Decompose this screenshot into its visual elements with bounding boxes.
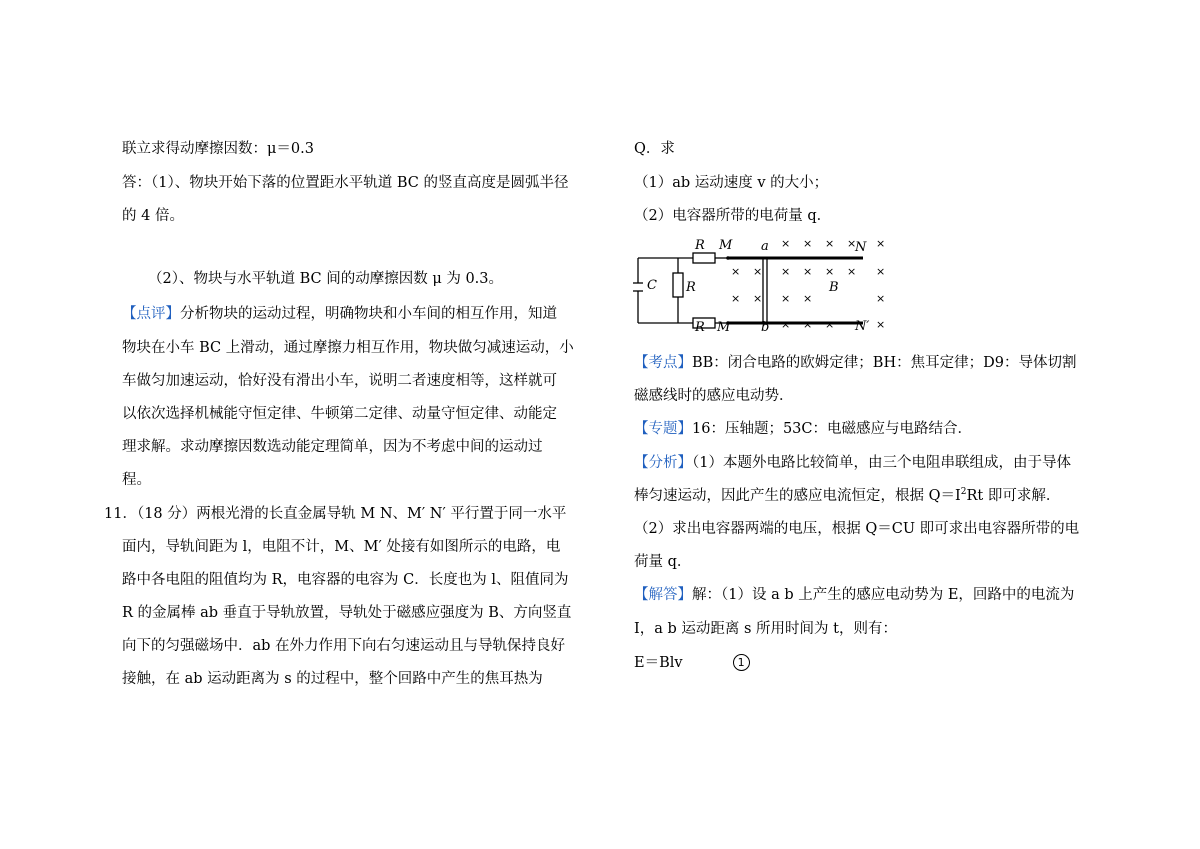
fenxi-line	[634, 451, 1071, 472]
field-cross: ×	[876, 265, 886, 278]
superscript: 2	[960, 487, 967, 498]
label-M: M	[719, 238, 733, 253]
fenxi-text: 棒匀速运动，因此产生的感应电流恒定，根据 Q＝I	[634, 488, 961, 504]
zhuanti-tag: 【专题】	[634, 421, 692, 437]
text-line: 的 4 倍。	[122, 208, 184, 224]
field-cross: ×	[847, 265, 857, 278]
field-cross: ×	[876, 318, 886, 331]
text-line: 接触，在 ab 运动距离为 s 的过程中，整个回路中产生的焦耳热为	[122, 671, 543, 687]
text-line: （2）、物块与水平轨道 BC 间的动摩擦因数 μ 为 0.3。	[148, 271, 504, 287]
jieda-text: 解：（1）设 a b 上产生的感应电动势为 E，回路中的电流为	[692, 587, 1075, 603]
text-line: 程。	[122, 472, 151, 488]
field-cross: ×	[781, 237, 791, 250]
text-line: 以依次选择机械能守恒定律、牛顿第二定律、动量守恒定律、动能定	[122, 406, 557, 422]
fenxi-formula-line	[634, 484, 1060, 505]
text-line: 答：（1）、物块开始下落的位置距水平轨道 BC 的竖直高度是圆弧半径	[122, 175, 569, 191]
label-B: B	[829, 280, 839, 295]
text-line: 面内，导轨间距为 l，电阻不计，M、M′ 处接有如图所示的电路，电	[122, 539, 561, 555]
fenxi-text: （1）本题外电路比较简单，由三个电阻串联组成，由于导体	[692, 455, 1071, 471]
capacitor-gap	[633, 283, 643, 291]
field-cross: ×	[803, 318, 813, 331]
text-line: （2）电容器所带的电荷量 q．	[634, 208, 832, 224]
label-M-prime: M′	[717, 320, 734, 333]
text-line: （1）ab 运动速度 v 的大小；	[634, 175, 829, 191]
field-cross: ×	[825, 265, 835, 278]
resistor-top	[693, 253, 715, 263]
text-line: R 的金属棒 ab 垂直于导轨放置，导轨处于磁感应强度为 B、方向竖直	[122, 605, 572, 621]
jieda-line	[634, 583, 1074, 604]
field-cross: ×	[781, 292, 791, 305]
field-cross: ×	[803, 237, 813, 250]
field-cross: ×	[803, 265, 813, 278]
text-line: 理求解。求动摩擦因数选动能定理简单，因为不考虑中间的运动过	[122, 439, 543, 455]
text-line: I，a b 运动距离 s 所用时间为 t，则有：	[634, 621, 897, 637]
field-cross: ×	[731, 265, 741, 278]
text-line: 荷量 q．	[634, 554, 692, 570]
label-b: b	[761, 320, 770, 333]
kaodian-text: BB：闭合电路的欧姆定律；BH：焦耳定律；D9：导体切割	[692, 355, 1077, 371]
field-cross: ×	[876, 237, 886, 250]
field-cross: ×	[803, 292, 813, 305]
equation: E＝Blv	[634, 655, 683, 671]
label-R-top: R	[695, 238, 705, 253]
field-cross: ×	[753, 265, 763, 278]
equation-number: 1	[733, 654, 750, 671]
field-cross: ×	[753, 292, 763, 305]
label-C: C	[647, 278, 657, 293]
review-paragraph-line	[122, 302, 557, 323]
equation-line	[634, 651, 750, 672]
text-line: 向下的匀强磁场中．ab 在外力作用下向右匀速运动且与导轨保持良好	[122, 638, 566, 654]
label-N-prime: N′	[855, 319, 870, 333]
field-cross: ×	[847, 237, 857, 250]
field-cross: ×	[781, 265, 791, 278]
field-cross: ×	[876, 292, 886, 305]
field-cross: ×	[825, 318, 835, 331]
label-R-middle: R	[686, 280, 696, 295]
text-line: 路中各电阻的阻值均为 R，电容器的电容为 C．长度也为 l、阻值同为	[122, 572, 569, 588]
kaodian-line	[634, 351, 1076, 372]
field-cross: ×	[781, 318, 791, 331]
field-cross: ×	[825, 237, 835, 250]
question-11-line: 11．（18 分）两根光滑的长直金属导轨 M N、M′ N′ 平行置于同一水平	[104, 506, 567, 522]
label-N: N	[855, 240, 867, 255]
zhuanti-text: 16：压轴题；53C：电磁感应与电路结合．	[692, 421, 972, 437]
review-text: 分析物块的运动过程，明确物块和小车间的相互作用，知道	[180, 306, 557, 322]
zhuanti-line	[634, 417, 972, 438]
text-line: 车做匀加速运动，恰好没有滑出小车，说明二者速度相等，这样就可	[122, 373, 557, 389]
field-cross: ×	[731, 292, 741, 305]
review-tag: 【点评】	[122, 306, 180, 322]
jieda-tag: 【解答】	[634, 587, 692, 603]
fenxi-tag: 【分析】	[634, 455, 692, 471]
text-line: Q．求	[634, 141, 675, 157]
label-R-bottom: R	[695, 320, 705, 333]
resistor-middle	[673, 273, 683, 297]
text-line: （2）求出电容器两端的电压，根据 Q＝CU 即可求出电容器所带的电	[634, 521, 1080, 537]
fenxi-text: Rt 即可求解．	[966, 488, 1061, 504]
kaodian-tag: 【考点】	[634, 355, 692, 371]
circuit-diagram	[633, 233, 895, 333]
text-line: 物块在小车 BC 上滑动，通过摩擦力相互作用，物块做匀减速运动，小	[122, 340, 574, 356]
label-a: a	[761, 239, 769, 254]
text-line: 磁感线时的感应电动势．	[634, 388, 794, 404]
text-line: 联立求得动摩擦因数：μ＝0.3	[122, 141, 314, 157]
